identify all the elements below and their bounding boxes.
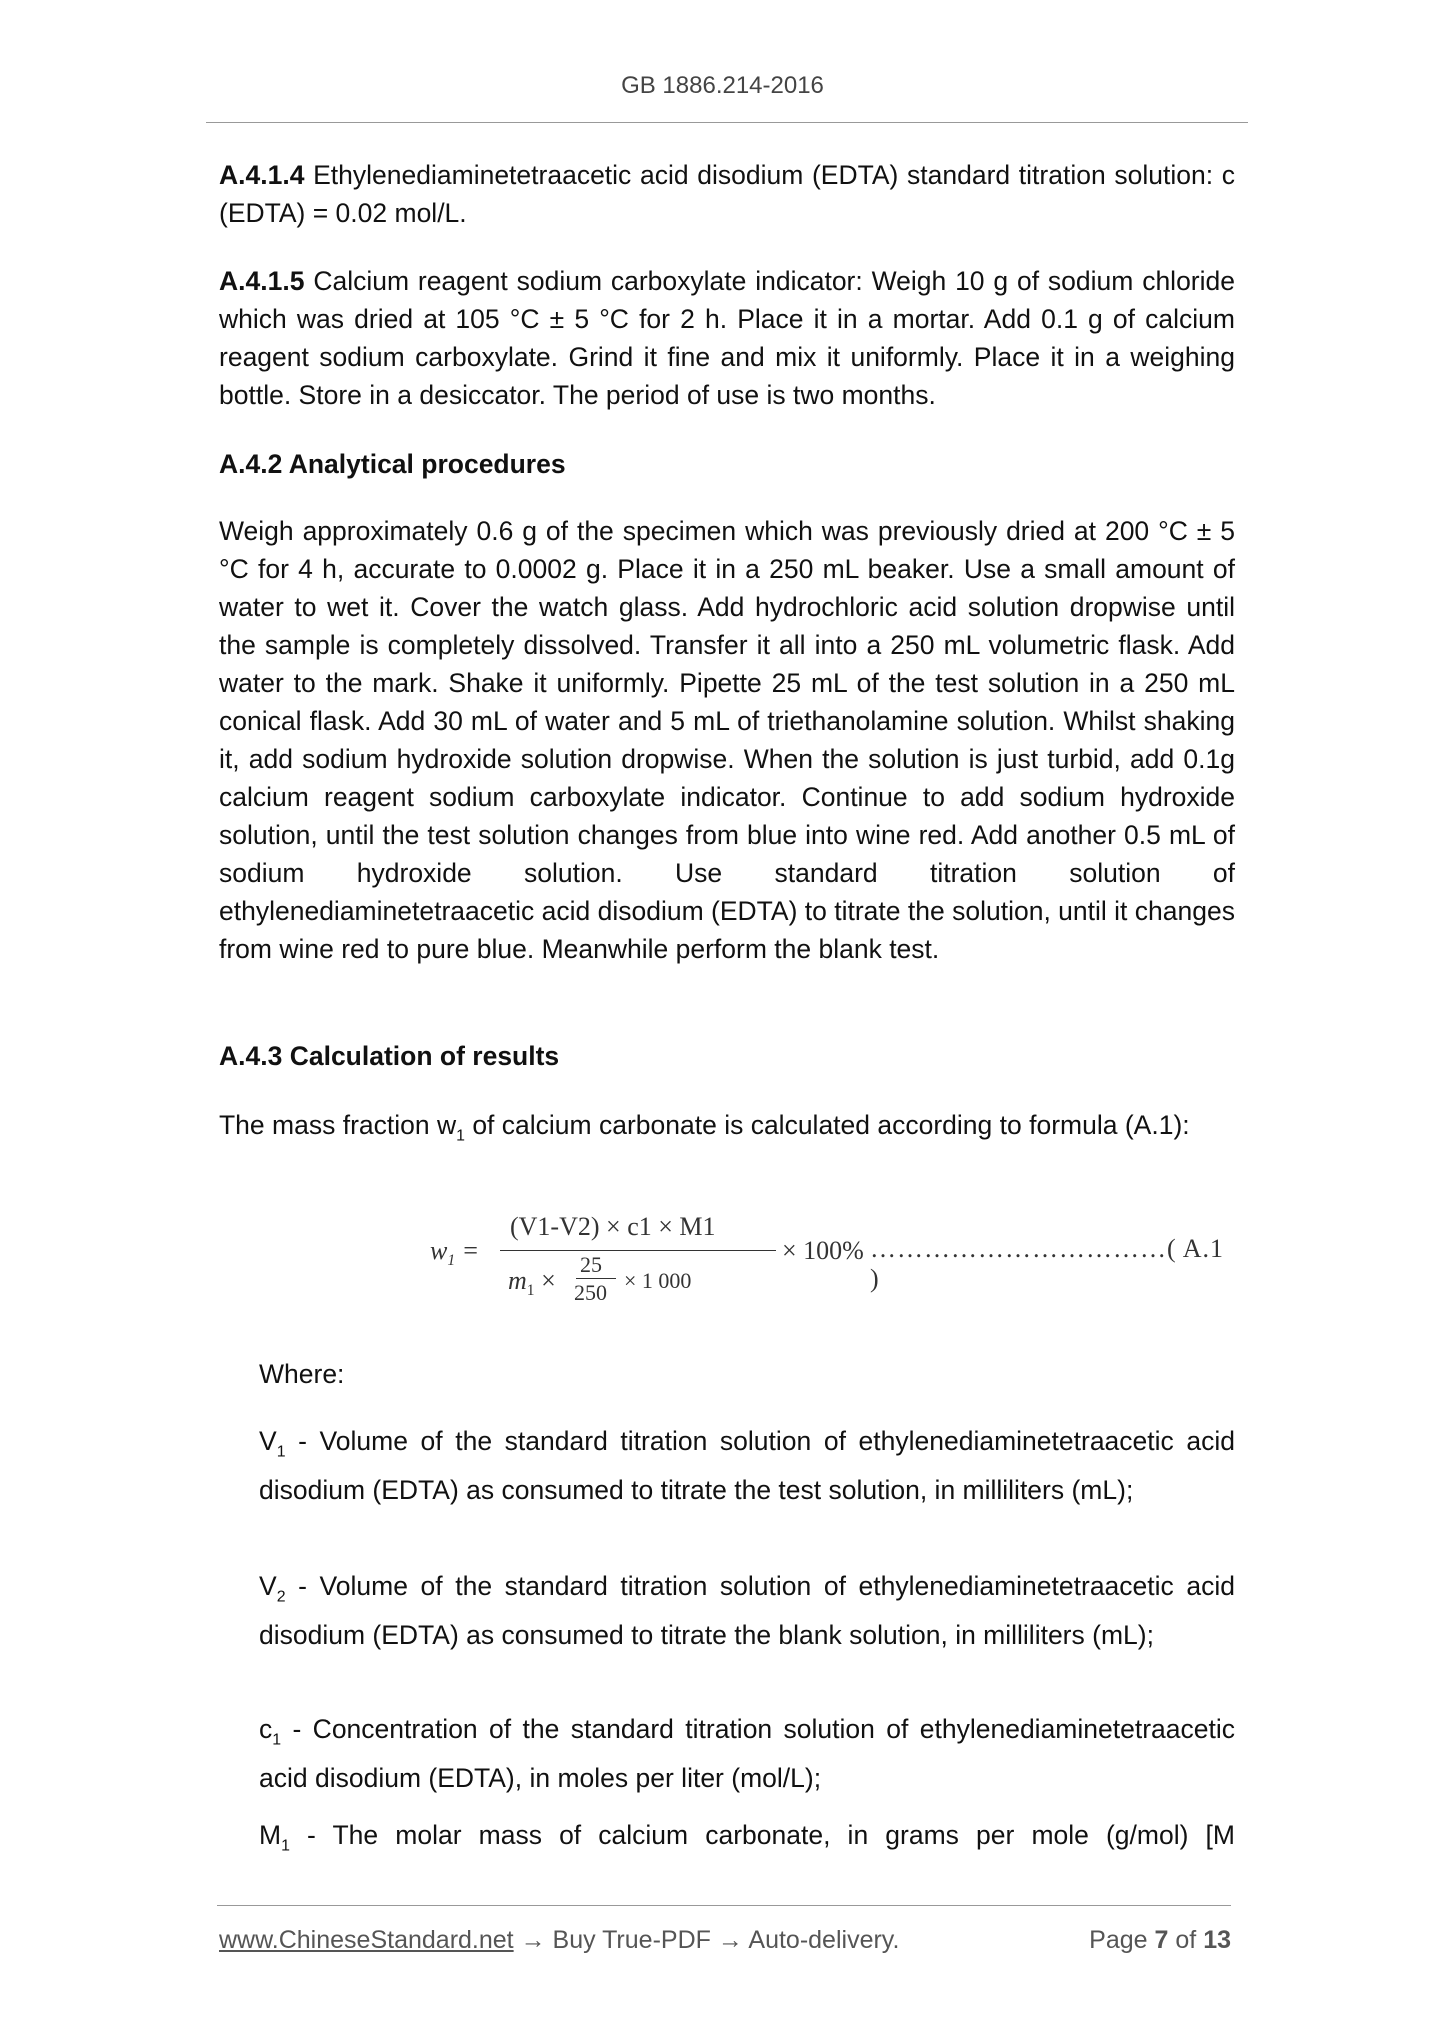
inner-fraction-bar bbox=[576, 1278, 616, 1279]
document-header: GB 1886.214-2016 bbox=[621, 72, 824, 99]
section-number: A.4.1.4 bbox=[219, 160, 305, 190]
formula-percent: × 100% bbox=[782, 1236, 864, 1265]
definition-m1: $M_1$ - The molar mass of calcium carbonate, in grams per mole (g/mol) [M bbox=[259, 1820, 1235, 1855]
section-number: A.4.1.5 bbox=[219, 266, 305, 296]
frac-numerator: 25 bbox=[580, 1252, 602, 1277]
heading-a43: A.4.3 Calculation of results bbox=[219, 1041, 560, 1071]
frac-denominator: 250 bbox=[574, 1280, 607, 1305]
section-text: Calcium reagent sodium carboxylate indicator: Weigh 10 g of sodium chloride which was dried at 105 °C ± 5 °C for 2 h. Place it in a mortar. Add 0.1 g of calcium reagent sodium carboxylate. Grind it fine and mix it uniformly. Place it in a weighing bottle. Store in a desiccator. The period of use is two months. bbox=[219, 266, 1235, 410]
formula-numerator: (V1-V2) × c1 × M1 bbox=[510, 1212, 716, 1241]
formula-leader: ……………………………( A.1 ) bbox=[870, 1234, 1224, 1293]
website-link[interactable]: www.ChineseStandard.net bbox=[219, 1926, 514, 1954]
definition-c1: $c_1$ - Concentration of the standard titration solution of ethylenediaminetetraacetic acid disodium (EDTA), in moles per liter (mol/L); bbox=[259, 1714, 1235, 1794]
footer-text: → Buy True-PDF → Auto-delivery. bbox=[513, 1926, 900, 1954]
formula-a1 bbox=[430, 1212, 1240, 1322]
analytical-procedures-text: Weigh approximately 0.6 g of the specimen which was previously dried at 200 °C ± 5 °C for 4 h, accurate to 0.0002 g. Place it in a 250 mL beaker. Use a small amount of water to wet it. Cover the watch glass. Add hydrochloric acid solution dropwise until the sample is completely dissolved. Transfer it all into a 250 mL volumetric flask. Add water to the mark. Shake it uniformly. Pipette 25 mL of the test solution in a 250 mL conical flask. Add 30 mL of water and 5 mL of triethanolamine solution. Whilst shaking it, add sodium hydroxide solution dropwise. When the solution is just turbid, add 0.1g calcium reagent sodium carboxylate indicator. Continue to add sodium hydroxide solution, until the test solution changes from blue into wine red. Add another 0.5 mL of sodium hydroxide solution. Use standard titration solution of ethylenediaminetetraacetic acid disodium (EDTA) to titrate the solution, until it changes from wine red to pure blue. Meanwhile perform the blank test. bbox=[219, 516, 1235, 964]
section-text: Ethylenediaminetetraacetic acid disodium (EDTA) standard titration solution: c (EDTA) = 0.02 mol/L. bbox=[219, 160, 1235, 228]
formula-denominator: $m_1$ × bbox=[508, 1266, 556, 1300]
subscript: 1 bbox=[456, 1127, 465, 1145]
footer bbox=[219, 1926, 1231, 1955]
den-multiplier: × 1 000 bbox=[624, 1268, 692, 1293]
intro-text: of calcium carbonate is calculated according to formula (A.1): bbox=[464, 1110, 1190, 1140]
formula-label: ( A.1 ) bbox=[870, 1234, 1224, 1293]
definition-v1: $V_1$ - Volume of the standard titration solution of ethylenediaminetetraacetic acid disodium (EDTA) as consumed to titrate the test solution, in milliliters (mL); bbox=[259, 1426, 1235, 1506]
where-label: Where: bbox=[259, 1359, 345, 1389]
calculation-intro bbox=[219, 1106, 1235, 1155]
page-indicator: Page 7 of 13 bbox=[1089, 1926, 1231, 1954]
formula-lhs: $w_1$ = bbox=[430, 1236, 480, 1270]
header-rule bbox=[206, 122, 1248, 123]
fraction-bar bbox=[500, 1250, 776, 1251]
footer-rule bbox=[217, 1905, 1231, 1906]
section-a415 bbox=[219, 262, 1235, 414]
intro-text: The mass fraction w bbox=[219, 1110, 457, 1140]
definition-v2: $V_2$ - Volume of the standard titration solution of ethylenediaminetetraacetic acid disodium (EDTA) as consumed to titrate the blank solution, in milliliters (mL); bbox=[259, 1571, 1235, 1651]
section-a414 bbox=[219, 156, 1235, 232]
heading-a42: A.4.2 Analytical procedures bbox=[219, 449, 566, 479]
